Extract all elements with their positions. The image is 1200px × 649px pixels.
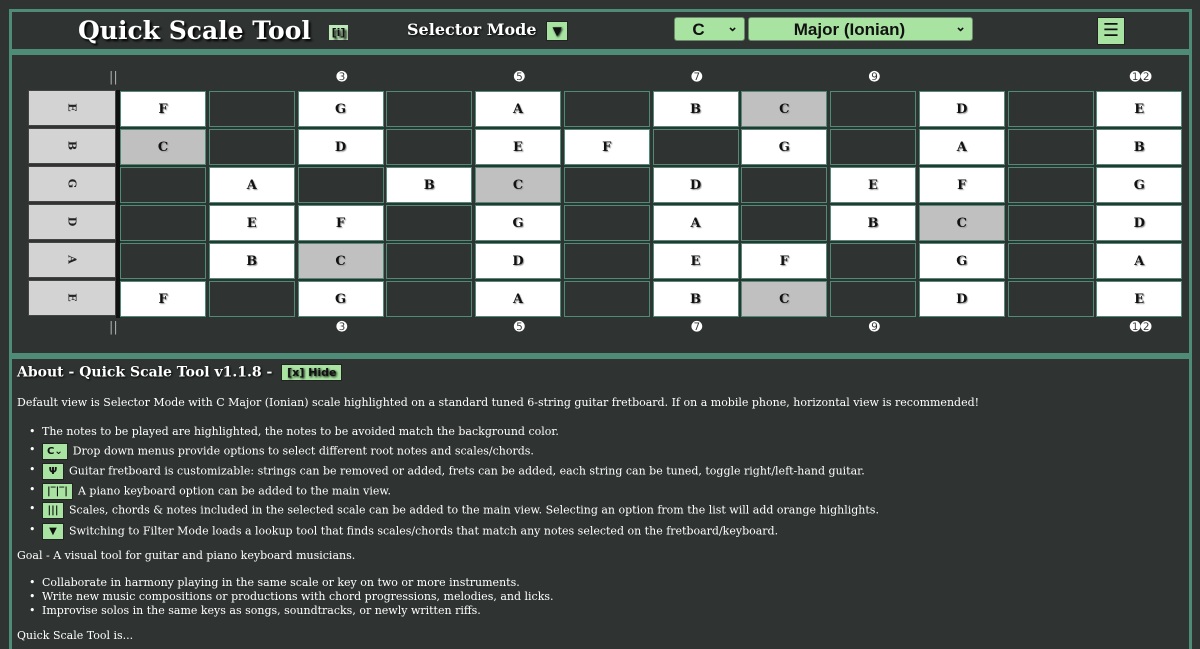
fret-cell[interactable] — [1008, 243, 1094, 279]
about-panel — [9, 356, 1192, 649]
feature-text: The notes to be played are highlighted, the notes to be avoided match the background color. — [42, 425, 559, 438]
fret-cell[interactable]: F — [298, 205, 384, 241]
fret-cell[interactable]: C — [741, 281, 827, 317]
fret-cell[interactable] — [386, 205, 472, 241]
fret-cell[interactable]: E — [1096, 91, 1182, 127]
fret-marker: ➐ — [691, 70, 703, 85]
fret-cell[interactable] — [564, 167, 650, 203]
fret-cell[interactable]: E — [653, 243, 739, 279]
fret-cell[interactable]: G — [741, 129, 827, 165]
fret-marker: ➒ — [868, 70, 880, 85]
nut-marker: || — [109, 320, 118, 335]
string-name: A — [65, 255, 79, 264]
fret-cell[interactable]: A — [919, 129, 1005, 165]
fret-cell[interactable]: C — [741, 91, 827, 127]
about-intro: Default view is Selector Mode with C Major (Ionian) scale highlighted on a standard tuned 6-string guitar fretboard. If on a mobile phone, horizontal view is recommended! — [17, 396, 980, 409]
fret-cell[interactable] — [564, 281, 650, 317]
feature-icon-button[interactable]: ||| — [42, 502, 64, 519]
fret-cell[interactable]: B — [653, 91, 739, 127]
fret-cell[interactable]: A — [1096, 243, 1182, 279]
goal-item: • Improvise solos in the same keys as songs, soundtracks, or newly written riffs. — [42, 604, 481, 617]
fretboard-panel — [9, 52, 1192, 356]
fret-marker: ➌ — [336, 70, 348, 85]
fret-cell[interactable]: A — [653, 205, 739, 241]
feature-item — [42, 425, 559, 438]
fret-cell[interactable]: C — [475, 167, 561, 203]
fret-marker: ➎ — [513, 320, 525, 335]
fret-cell[interactable]: G — [298, 91, 384, 127]
info-button[interactable]: [i] — [328, 24, 350, 41]
feature-text: Drop down menus provide options to select different root notes and scales/chords. — [72, 444, 534, 458]
fret-cell[interactable]: D — [298, 129, 384, 165]
fret-cell[interactable] — [386, 91, 472, 127]
fret-cell[interactable]: A — [475, 281, 561, 317]
fret-cell[interactable] — [830, 129, 916, 165]
feature-item — [42, 443, 534, 460]
fret-cell[interactable]: D — [653, 167, 739, 203]
fret-cell[interactable] — [298, 167, 384, 203]
feature-text: Guitar fretboard is customizable: strings can be removed or added, frets can be added, each string can be tuned, toggle right/left-hand guitar. — [69, 464, 865, 478]
fret-cell[interactable] — [209, 91, 295, 127]
fret-cell[interactable] — [1008, 167, 1094, 203]
fret-cell[interactable] — [564, 91, 650, 127]
goal-text: Goal - A visual tool for guitar and piano keyboard musicians. — [17, 549, 356, 562]
fret-cell[interactable]: G — [475, 205, 561, 241]
mode-label: Selector Mode ▼ — [407, 20, 568, 41]
fret-cell[interactable] — [209, 281, 295, 317]
feature-icon-button[interactable]: |‾|‾| — [42, 483, 73, 500]
fret-marker: ➐ — [691, 320, 703, 335]
fret-marker: ➊➋ — [1129, 70, 1152, 85]
fret-cell[interactable] — [564, 243, 650, 279]
fret-cell[interactable] — [1008, 205, 1094, 241]
fret-cell[interactable] — [120, 205, 206, 241]
fret-cell[interactable]: B — [653, 281, 739, 317]
string-name: E — [65, 293, 79, 302]
fret-cell[interactable]: C — [120, 129, 206, 165]
fret-cell[interactable]: D — [475, 243, 561, 279]
fret-cell[interactable]: C — [298, 243, 384, 279]
fret-cell[interactable]: D — [1096, 205, 1182, 241]
scale-select[interactable]: Major (Ionian) ⌄ — [748, 17, 973, 41]
fret-cell[interactable]: A — [209, 167, 295, 203]
fret-marker: ➊➋ — [1129, 320, 1152, 335]
fret-cell[interactable] — [830, 281, 916, 317]
feature-text: A piano keyboard option can be added to the main view. — [77, 484, 391, 498]
fret-cell[interactable]: E — [475, 129, 561, 165]
fret-cell[interactable] — [1008, 129, 1094, 165]
fret-cell[interactable]: D — [919, 91, 1005, 127]
string-name: B — [65, 140, 79, 151]
fret-cell[interactable]: D — [919, 281, 1005, 317]
fret-cell[interactable]: B — [386, 167, 472, 203]
fret-cell[interactable]: C — [919, 205, 1005, 241]
fret-cell[interactable]: B — [830, 205, 916, 241]
feature-text: Scales, chords & notes included in the selected scale can be added to the main view. Selecting an option from the list will add orange highlights. — [69, 503, 879, 517]
fret-cell[interactable]: A — [475, 91, 561, 127]
fret-cell[interactable] — [1008, 281, 1094, 317]
fret-cell[interactable]: F — [120, 281, 206, 317]
feature-icon-button[interactable]: C⌄ — [42, 443, 68, 460]
chevron-down-icon: ⌄ — [727, 19, 738, 34]
fret-marker: ➎ — [513, 70, 525, 85]
fret-cell[interactable] — [386, 243, 472, 279]
fret-cell[interactable] — [564, 205, 650, 241]
fret-cell[interactable]: F — [120, 91, 206, 127]
goal-item: • Collaborate in harmony playing in the same scale or key on two or more instruments. — [42, 576, 520, 589]
feature-icon-button[interactable]: Ψ — [42, 463, 64, 480]
top-bar — [9, 9, 1192, 52]
feature-item — [42, 483, 391, 500]
fret-cell[interactable]: B — [1096, 129, 1182, 165]
fret-cell[interactable] — [386, 281, 472, 317]
fret-cell[interactable]: G — [919, 243, 1005, 279]
mode-toggle-button[interactable]: ▼ — [546, 21, 568, 41]
fret-cell[interactable]: E — [1096, 281, 1182, 317]
string-name: E — [65, 103, 79, 112]
fret-cell[interactable]: B — [209, 243, 295, 279]
fret-cell[interactable]: F — [741, 243, 827, 279]
fret-cell[interactable] — [386, 129, 472, 165]
fret-cell[interactable]: G — [1096, 167, 1182, 203]
fret-cell[interactable]: E — [209, 205, 295, 241]
fret-cell[interactable] — [120, 167, 206, 203]
fret-cell[interactable] — [741, 167, 827, 203]
fret-cell[interactable]: F — [564, 129, 650, 165]
fret-cell[interactable] — [830, 91, 916, 127]
fret-cell[interactable]: G — [298, 281, 384, 317]
fret-cell[interactable] — [209, 129, 295, 165]
string-name: G — [65, 178, 79, 189]
feature-item — [42, 502, 879, 519]
about-footer: Quick Scale Tool is... — [17, 629, 134, 642]
root-note-select[interactable]: C ⌄ — [674, 17, 745, 41]
nut-marker: || — [109, 70, 118, 85]
fret-cell[interactable] — [1008, 91, 1094, 127]
fret-cell[interactable] — [741, 205, 827, 241]
feature-icon-button[interactable]: ▼ — [42, 523, 64, 540]
about-title: About - Quick Scale Tool v1.1.8 - [x] Hide — [17, 364, 342, 381]
fret-marker: ➒ — [868, 320, 880, 335]
chevron-down-icon: ⌄ — [955, 19, 966, 34]
fret-cell[interactable] — [830, 243, 916, 279]
fret-cell[interactable]: E — [830, 167, 916, 203]
feature-item — [42, 463, 865, 480]
feature-text: Switching to Filter Mode loads a lookup tool that finds scales/chords that match any notes selected on the fretboard/keyboard. — [69, 524, 779, 538]
fret-cell[interactable]: F — [919, 167, 1005, 203]
app-title: Quick Scale Tool [i] — [78, 16, 349, 45]
hide-about-button[interactable]: [x] Hide — [281, 364, 342, 381]
string-name: D — [65, 216, 79, 227]
fret-cell[interactable] — [120, 243, 206, 279]
string-tuning-5[interactable] — [28, 280, 116, 316]
fret-marker: ➌ — [336, 320, 348, 335]
fret-cell[interactable] — [653, 129, 739, 165]
feature-item — [42, 523, 778, 540]
menu-icon[interactable]: ☰ — [1097, 17, 1125, 45]
goal-item: • Write new music compositions or productions with chord progressions, melodies, and licks. — [42, 590, 554, 603]
